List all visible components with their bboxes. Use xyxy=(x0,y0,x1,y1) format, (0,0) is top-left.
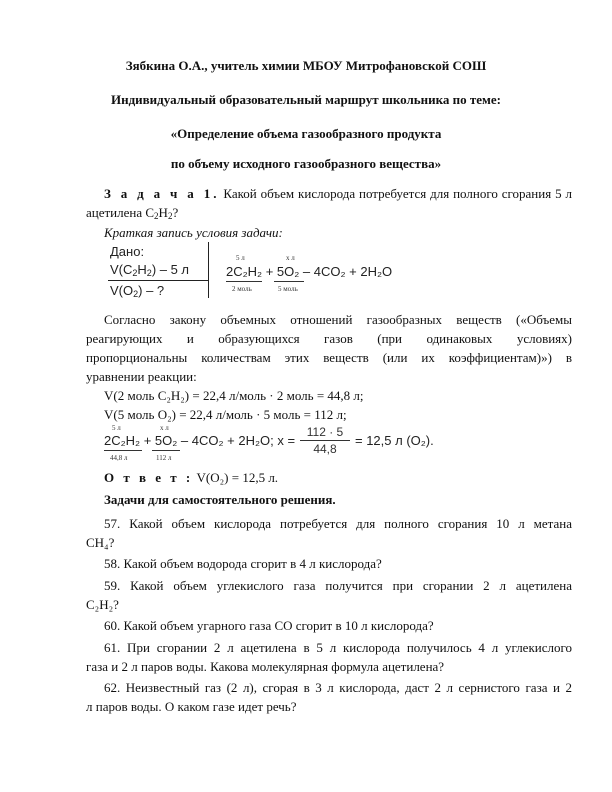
given-box xyxy=(108,242,218,298)
author-line: Зябкина О.А., учитель химии МБОУ Митрофановской СОШ xyxy=(125,58,487,73)
task-62-line-1: 62. Неизвестный газ (2 л), сгорая в 3 л кислорода, даст 2 л сернистого газа и 2 xyxy=(104,680,572,695)
task1-line1 xyxy=(104,186,572,202)
answer-line xyxy=(104,470,278,486)
eq2-below-1: 44,8 л xyxy=(110,454,128,462)
task1-line2: ацетилена $С_2Н_2$? xyxy=(86,205,179,221)
short-record-label: Краткая запись условия задачи: xyxy=(104,225,283,240)
explanation-line-4: уравнении реакции: xyxy=(86,369,197,384)
eq1-underline-2 xyxy=(274,281,304,282)
eq1-above-2: х л xyxy=(286,254,295,262)
eq2-below-2: 112 л xyxy=(156,454,172,462)
given-row-1: $V(C_2H_2) - 5$ л xyxy=(110,262,190,278)
eq2-denominator: 44,8 xyxy=(313,442,337,456)
eq2-underline-1 xyxy=(104,450,142,451)
eq2-result: = 12,5 л (O₂). xyxy=(355,433,434,448)
eq2-numerator: 112 · 5 xyxy=(306,425,344,439)
tasks-title: Задачи для самостоятельного решения. xyxy=(104,492,336,507)
topic-line-2: по объему исходного газообразного вещества» xyxy=(170,156,442,171)
task-60: 60. Какой объем угарного газа CO сгорит в 10 л кислорода? xyxy=(104,618,434,633)
eq2-fraction xyxy=(300,425,350,456)
task-61-line-2: газа и 2 л паров воды. Какова молекулярная формула ацетилена? xyxy=(86,659,445,674)
eq1-above-1: 5 л xyxy=(236,254,245,262)
topic-line-1: «Определение объема газообразного продукта xyxy=(170,126,442,141)
eq2-above-2: x л xyxy=(160,424,169,432)
task-59-line-1: 59. Какой объем углекислого газа получится при сгорании 2 л ацетилена xyxy=(104,578,572,593)
eq2-equation: 2C₂H₂ + 5O₂ – 4CO₂ + 2H₂O; x = xyxy=(104,433,296,448)
subtitle: Индивидуальный образовательный маршрут школьника по теме: xyxy=(110,92,502,107)
eq2-underline-2 xyxy=(152,450,180,451)
calc-line-2: V(5 моль O₂) = 22,4 л/моль · 5 моль = 112 л; xyxy=(104,407,347,422)
explanation-line-1: Согласно закону объемных отношений газообразных веществ («Объемы xyxy=(104,312,572,327)
given-divider-horizontal xyxy=(108,280,208,281)
explanation-line-2: реагирующих и образующихся газов (при одинаковых условиях) xyxy=(86,331,572,346)
given-title: Дано: xyxy=(110,244,145,259)
answer-value: V(O₂) = 12,5 л. xyxy=(196,470,279,485)
task-57-line-2: CH₄? xyxy=(86,535,115,550)
eq2-fraction-bar xyxy=(300,440,350,441)
task-59-line-2: C₂H₂? xyxy=(86,597,119,612)
eq1-below-2: 5 моль xyxy=(278,285,298,293)
given-divider-vertical xyxy=(208,242,209,298)
task-62-line-2: л паров воды. О каком газе идет речь? xyxy=(86,699,297,714)
eq1-underline-1 xyxy=(226,281,262,282)
task-57-line-1: 57. Какой объем кислорода потребуется для полного сгорания 10 л метана xyxy=(104,516,572,531)
eq2-above-1: 5 л xyxy=(112,424,121,432)
task1-text1: Какой объем кислорода потребуется для полного сгорания 5 л xyxy=(223,186,572,201)
eq1-below-1: 2 моль xyxy=(232,285,252,293)
task-58: 58. Какой объем водорода сгорит в 4 л кислорода? xyxy=(104,556,382,571)
given-row-2: $V(O_2)$ – ? xyxy=(110,283,165,299)
task1-label: З а д а ч а 1. xyxy=(104,186,220,201)
calc-line-1: V(2 моль C₂H₂) = 22,4 л/моль · 2 моль = 44,8 л; xyxy=(104,388,364,403)
answer-label: О т в е т : xyxy=(104,470,194,485)
explanation-line-3: пропорциональны количествам этих веществ (или их коэффициентам)») в xyxy=(86,350,572,365)
task-61-line-1: 61. При сгорании 2 л ацетилена в 5 л кислорода получилось 4 л углекислого xyxy=(104,640,572,655)
eq1-equation: 2C₂H₂ + 5O₂ – 4CO₂ + 2H₂O xyxy=(226,264,393,279)
